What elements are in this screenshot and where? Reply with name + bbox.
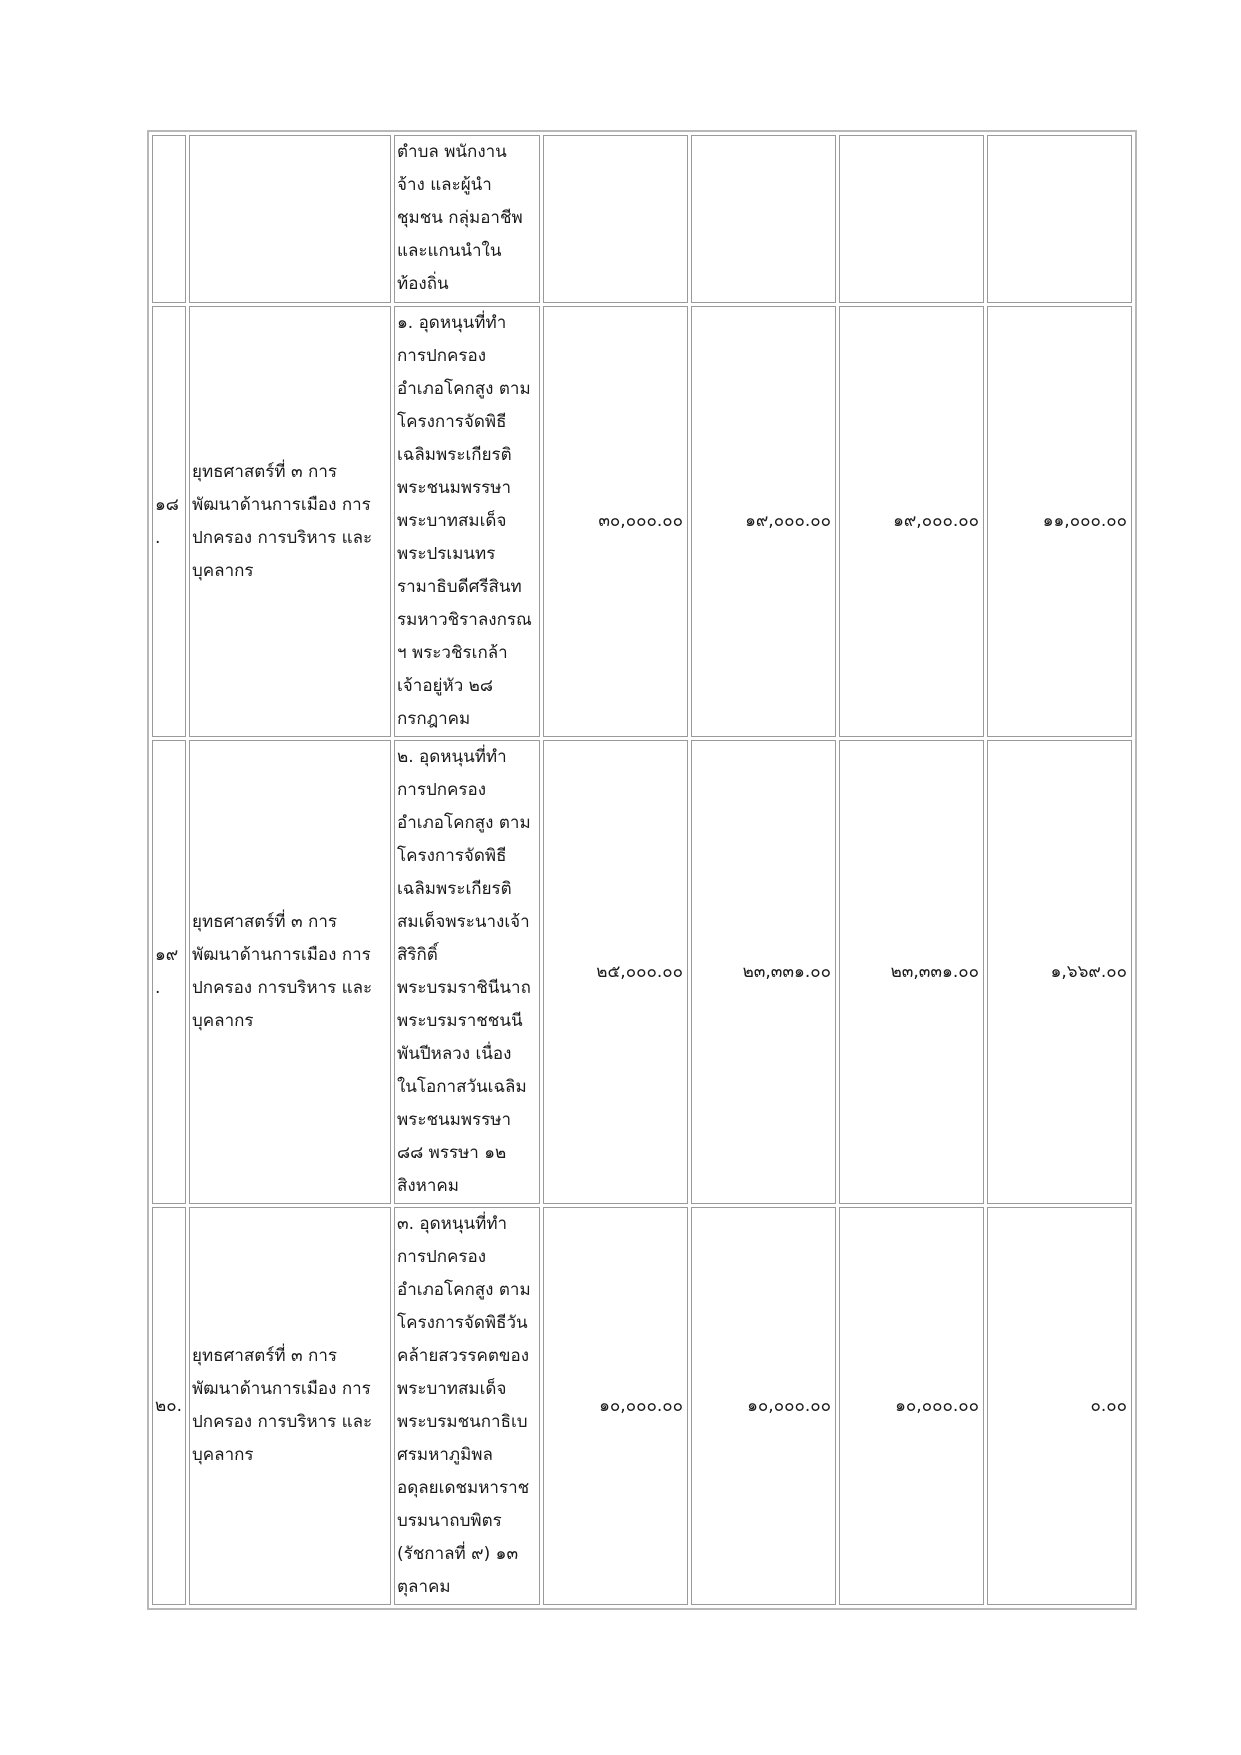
budget-amount: ๓๐,๐๐๐.๐๐ [543,306,688,737]
text-line: ยุทธศาสตร์ที่ ๓ การ [192,461,338,482]
row-number: ๒๐. [152,1207,186,1605]
spent-amount: ๑๐,๐๐๐.๐๐ [839,1207,984,1605]
budget-amount [543,135,688,303]
text-line: พระปรเมนทร [397,544,496,564]
text-line: สิริกิติ์ [397,945,438,965]
text-line: ๘๘ พรรษา ๑๒ [397,1143,507,1163]
text-line: พระบรมราชินีนาถ [397,978,531,998]
text-line: ๒. อุดหนุนที่ทำ [397,747,507,767]
text-line: คล้ายสวรรคตของ [397,1346,530,1366]
text-line: บรมนาถบพิตร [397,1511,502,1531]
text-line: โครงการจัดพิธี [397,846,507,866]
text-line: พระชนมพรรษา [397,478,512,498]
row-number: ๑๙. [152,740,186,1204]
text-line: อำเภอโคกสูง ตาม [397,813,531,833]
strategy-cell [189,1207,391,1605]
project-cell [394,1207,540,1605]
text-line: พระบาทสมเด็จ [397,1379,507,1399]
budget-amount: ๑๐,๐๐๐.๐๐ [543,1207,688,1605]
text-line: ตำบล พนักงาน [397,142,507,162]
text-line: การปกครอง [397,780,487,800]
text-line: อำเภอโคกสูง ตาม [397,379,531,399]
table-row [152,306,1132,737]
text-line: พระบาทสมเด็จ [397,511,507,531]
spent-amount: ๒๓,๓๓๑.๐๐ [839,740,984,1204]
table-row [152,135,1132,303]
text-line: บุคลากร [192,1445,254,1465]
text-line: ๓. อุดหนุนที่ทำ [397,1214,508,1234]
strategy-cell [189,135,391,303]
text-line: ยุทธศาสตร์ที่ ๓ การ [192,1346,338,1366]
text-line: พันปีหลวง เนื่อง [397,1044,512,1064]
text-line: ฯ พระวชิรเกล้า [397,643,508,663]
project-cell [394,740,540,1204]
text-line: กรกฎาคม [397,709,471,729]
table-row [152,1207,1132,1605]
text-line: อดุลยเดชมหาราช [397,1478,530,1498]
spent-amount: ๑๙,๐๐๐.๐๐ [839,306,984,737]
table-body [152,135,1132,1605]
text-line: บุคลากร [192,1011,254,1031]
row-number: ๑๘. [152,306,186,737]
text-line: สมเด็จพระนางเจ้า [397,912,530,932]
text-line: รามาธิบดีศรีสินท [397,577,522,597]
text-line: ปกครอง การบริหาร และ [192,527,373,548]
text-line: เฉลิมพระเกียรติ [397,445,512,465]
text-line: ศรมหาภูมิพล [397,1445,493,1465]
row-number [152,135,186,303]
approved-amount: ๑๙,๐๐๐.๐๐ [691,306,836,737]
text-line: พระบรมชนกาธิเบ [397,1412,528,1432]
remaining-amount: ๐.๐๐ [987,1207,1132,1605]
text-line: ปกครอง การบริหาร และ [192,978,373,998]
approved-amount [691,135,836,303]
text-line: เจ้าอยู่หัว ๒๘ [397,676,493,696]
text-line: จ้าง และผู้นำ [397,175,492,195]
text-line: รมหาวชิราลงกรณ [397,610,532,630]
text-line: และแกนนำใน [397,241,502,261]
text-line: ๑. อุดหนุนที่ทำ [397,313,507,333]
text-line: บุคลากร [192,560,254,581]
text-line: ยุทธศาสตร์ที่ ๓ การ [192,912,338,932]
text-line: พัฒนาด้านการเมือง การ [192,494,371,515]
strategy-cell [189,740,391,1204]
text-line: อำเภอโคกสูง ตาม [397,1280,531,1300]
project-cell [394,306,540,737]
text-line: พระบรมราชชนนี [397,1011,523,1031]
text-line: (รัชกาลที่ ๙) ๑๓ [397,1544,519,1564]
approved-amount: ๒๓,๓๓๑.๐๐ [691,740,836,1204]
budget-amount: ๒๕,๐๐๐.๐๐ [543,740,688,1204]
remaining-amount: ๑๑,๐๐๐.๐๐ [987,306,1132,737]
strategy-cell [189,306,391,737]
project-cell [394,135,540,303]
spent-amount [839,135,984,303]
text-line: ชุมชน กลุ่มอาชีพ [397,208,523,228]
text-line: พัฒนาด้านการเมือง การ [192,945,371,965]
text-line: ตุลาคม [397,1577,451,1597]
budget-table [147,130,1137,1610]
text-line: โครงการจัดพิธีวัน [397,1313,528,1333]
table-row [152,740,1132,1204]
remaining-amount [987,135,1132,303]
text-line: โครงการจัดพิธี [397,412,507,432]
text-line: พระชนมพรรษา [397,1110,512,1130]
text-line: ท้องถิ่น [397,274,449,294]
text-line: ในโอกาสวันเฉลิม [397,1077,527,1097]
text-line: การปกครอง [397,1247,487,1267]
text-line: สิงหาคม [397,1176,460,1196]
remaining-amount: ๑,๖๖๙.๐๐ [987,740,1132,1204]
text-line: พัฒนาด้านการเมือง การ [192,1379,371,1399]
approved-amount: ๑๐,๐๐๐.๐๐ [691,1207,836,1605]
text-line: ปกครอง การบริหาร และ [192,1412,373,1432]
text-line: การปกครอง [397,346,487,366]
text-line: เฉลิมพระเกียรติ [397,879,512,899]
